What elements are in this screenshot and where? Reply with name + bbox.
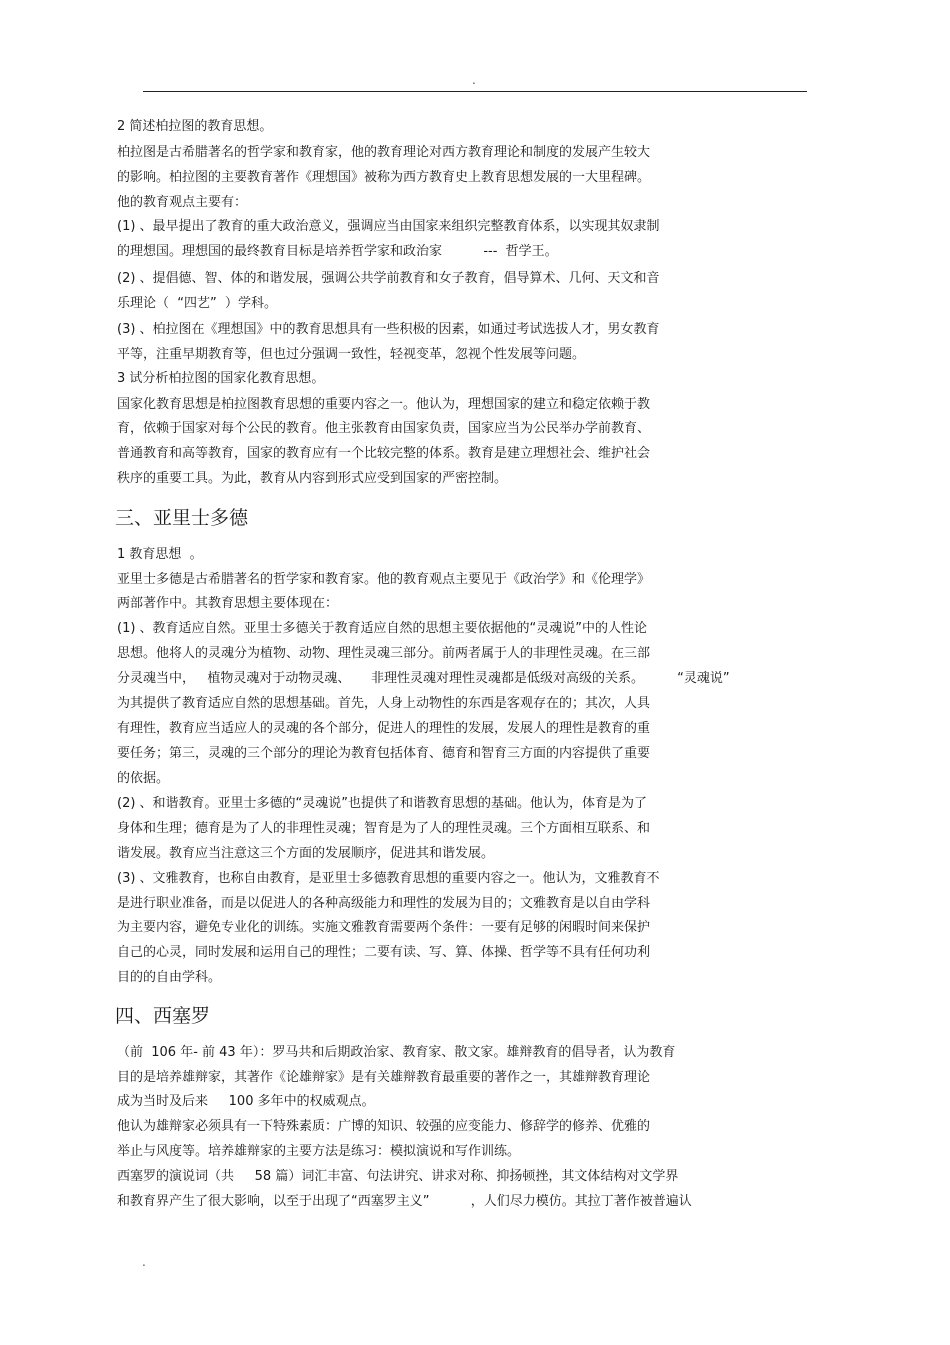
paragraph-line: 的依据。 (117, 771, 170, 786)
paragraph-line: 分灵魂当中， 植物灵魂对于动物灵魂、 非理性灵魂对理性灵魂都是低级对高级的关系。 “灵魂说” (117, 671, 730, 686)
paragraph-line: 是进行职业准备，而是以促进人的各种高级能力和理性的发展为目的；文雅教育是以自由学科 (117, 896, 651, 911)
paragraph-line: 要任务；第三，灵魂的三个部分的理论为教育包括体育、德育和智育三方面的内容提供了重要 (117, 746, 651, 761)
paragraph-line: 普通教育和高等教育，国家的教育应有一个比较完整的体系。教育是建立理想社会、维护社会 (117, 446, 651, 461)
paragraph-line: 两部著作中。其教育思想主要体现在： (117, 596, 339, 611)
paragraph-line: 和教育界产生了很大影响，以至于出现了“西塞罗主义” ，人们尽力模仿。其拉丁著作被普遍认 (117, 1194, 692, 1209)
paragraph-line: 有理性，教育应当适应人的灵魂的各个部分，促进人的理性的发展，发展人的理性是教育的重 (117, 721, 651, 736)
subheading-plato-thought: 2 简述柏拉图的教育思想。 (117, 119, 273, 134)
paragraph-line: 秩序的重要工具。为此，教育从内容到形式应受到国家的严密控制。 (117, 471, 508, 486)
paragraph-line: 目的的自由学科。 (117, 970, 222, 985)
subheading-plato-state-education: 3 试分析柏拉图的国家化教育思想。 (117, 371, 325, 386)
paragraph-line: 目的是培养雄辩家，其著作《论雄辩家》是有关雄辩教育最重要的著作之一，其雄辩教育理论 (117, 1070, 651, 1085)
paragraph-line: (1) 、教育适应自然。亚里士多德关于教育适应自然的思想主要依据他的“灵魂说”中的人性论 (117, 621, 648, 636)
paragraph-line: (3) 、文雅教育，也称自由教育，是亚里士多德教育思想的重要内容之一。他认为，文雅教育不 (117, 871, 660, 886)
paragraph-line: 乐理论（ “四艺” ）学科。 (117, 296, 277, 311)
paragraph-line: 的理想国。理想国的最终教育目标是培养哲学家和政治家 --- 哲学王。 (117, 244, 558, 259)
paragraph-line: 亚里士多德是古希腊著名的哲学家和教育家。他的教育观点主要见于《政治学》和《伦理学》 (117, 572, 651, 587)
subheading-aristotle-thought: 1 教育思想 。 (117, 547, 203, 562)
paragraph-line: 柏拉图是古希腊著名的哲学家和教育家，他的教育理论对西方教育理论和制度的发展产生较大 (117, 145, 651, 160)
paragraph-line: (2) 、提倡德、智、体的和谐发展，强调公共学前教育和女子教育，倡导算术、几何、天文和音 (117, 271, 660, 286)
paragraph-line: 为主要内容，避免专业化的训练。实施文雅教育需要两个条件：一要有足够的闲暇时间来保护 (117, 920, 651, 935)
paragraph-line: （前 106 年- 前 43 年）：罗马共和后期政治家、教育家、散文家。雄辩教育的倡导者，认为教育 (117, 1045, 676, 1060)
paragraph-line: 平等，注重早期教育等，但也过分强调一致性，轻视变革，忽视个性发展等问题。 (117, 347, 586, 362)
paragraph-line: 他认为雄辩家必须具有一下特殊素质：广博的知识、较强的应变能力、修辞学的修养、优雅的 (117, 1119, 651, 1134)
section-heading-aristotle: 三、亚里士多德 (115, 507, 249, 529)
paragraph-line: 谐发展。教育应当注意这三个方面的发展顺序，促进其和谐发展。 (117, 846, 495, 861)
paragraph-line: (1) 、最早提出了教育的重大政治意义，强调应当由国家来组织完整教育体系，以实现其奴隶制 (117, 219, 660, 234)
header-rule (143, 91, 807, 92)
footer-dot-mark: . (142, 1255, 146, 1269)
header-dot-mark: . (472, 73, 476, 87)
paragraph-line: 思想。他将人的灵魂分为植物、动物、理性灵魂三部分。前两者属于人的非理性灵魂。在三部 (117, 646, 651, 661)
paragraph-line: 的影响。柏拉图的主要教育著作《理想国》被称为西方教育史上教育思想发展的一大里程碑。 (117, 170, 651, 185)
paragraph-line: 自己的心灵，同时发展和运用自己的理性；二要有读、写、算、体操、哲学等不具有任何功利 (117, 945, 651, 960)
paragraph-line: 身体和生理；德育是为了人的非理性灵魂；智育是为了人的理性灵魂。三个方面相互联系、和 (117, 821, 651, 836)
paragraph-line: 成为当时及后来 100 多年中的权威观点。 (117, 1094, 375, 1109)
paragraph-line: (2) 、和谐教育。亚里士多德的“灵魂说”也提供了和谐教育思想的基础。他认为，体育是为了 (117, 796, 648, 811)
paragraph-line: (3) 、柏拉图在《理想国》中的教育思想具有一些积极的因素，如通过考试选拔人才，男女教育 (117, 322, 660, 337)
paragraph-line: 他的教育观点主要有： (117, 195, 248, 210)
paragraph-line: 为其提供了教育适应自然的思想基础。首先，人身上动物性的东西是客观存在的；其次，人具 (117, 696, 651, 711)
section-heading-cicero: 四、西塞罗 (115, 1005, 211, 1027)
paragraph-line: 育，依赖于国家对每个公民的教育。他主张教育由国家负责，国家应当为公民举办学前教育、 (117, 421, 651, 436)
paragraph-line: 国家化教育思想是柏拉图教育思想的重要内容之一。他认为，理想国家的建立和稳定依赖于教 (117, 397, 651, 412)
paragraph-line: 举止与风度等。培养雄辩家的主要方法是练习：模拟演说和写作训练。 (117, 1144, 521, 1159)
paragraph-line: 西塞罗的演说词（共 58 篇）词汇丰富、句法讲究、讲求对称、抑扬顿挫，其文体结构对文学界 (117, 1169, 679, 1184)
